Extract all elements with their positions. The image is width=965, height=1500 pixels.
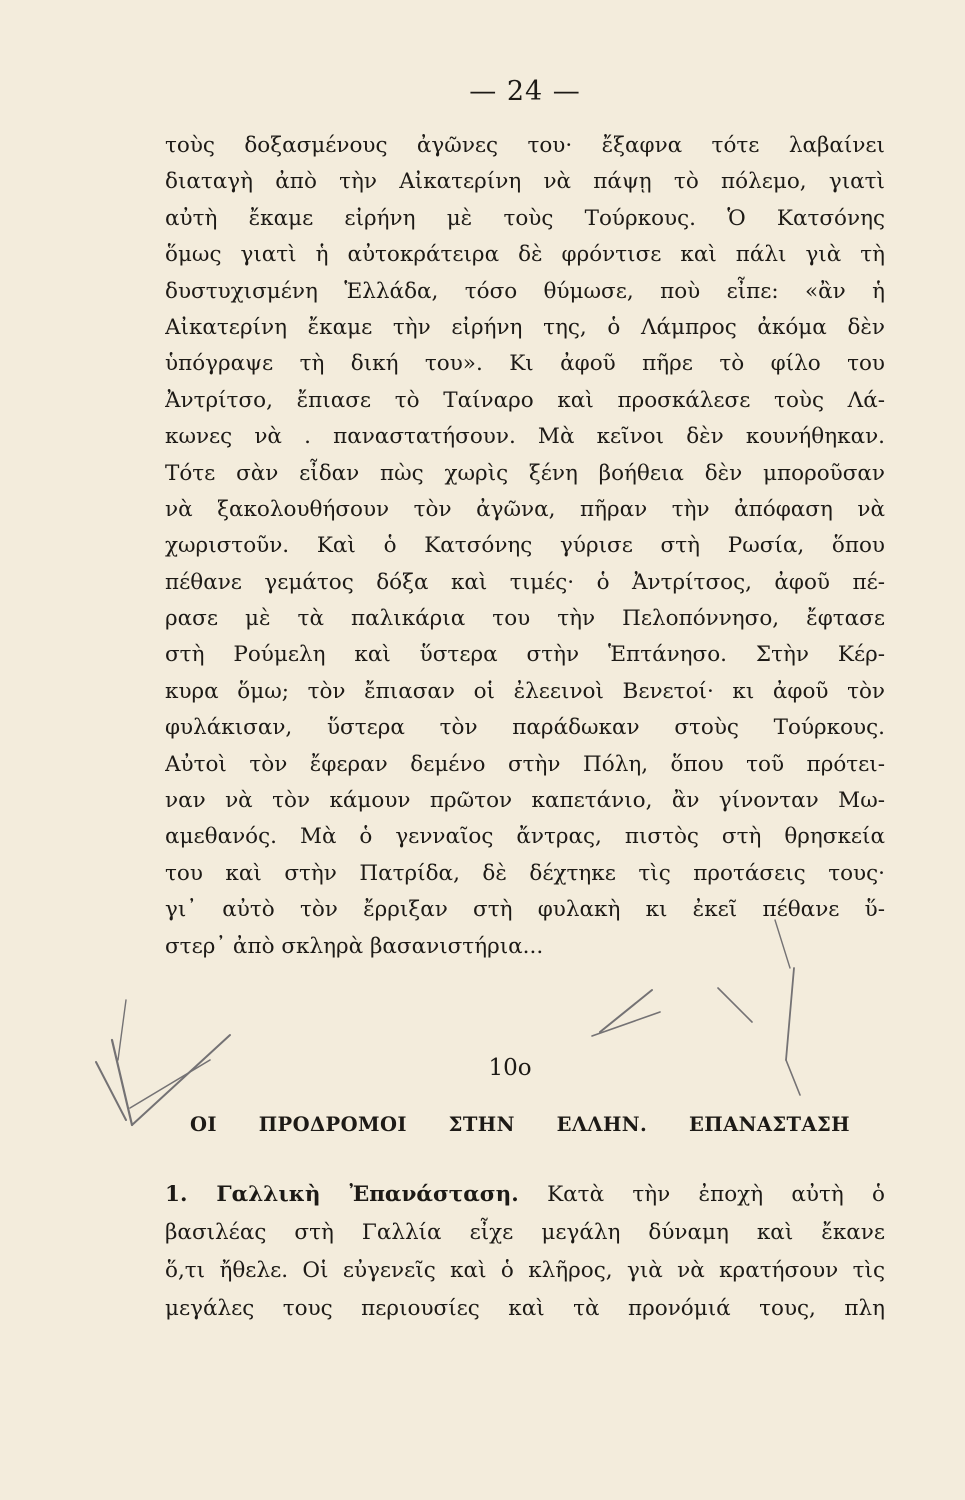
text-line: Ἀντρίτσο, ἔπιασε τὸ Ταίναρο καὶ προσκάλεσε τοὺς Λά-	[165, 387, 885, 413]
text-line: του καὶ στὴν Πατρίδα, δὲ δέχτηκε τὶς προτάσεις τους·	[165, 860, 885, 886]
pencil-stroke	[600, 990, 652, 1032]
subsection-paragraph	[165, 1176, 885, 1328]
paragraph	[165, 128, 885, 965]
text-line: ὑπόγραψε τὴ δική του». Κι ἀφοῦ πῆρε τὸ φίλο του	[165, 351, 885, 377]
pencil-stroke	[112, 1040, 132, 1125]
text-line: ὅμως γιατὶ ἡ αὐτοκράτειρα δὲ φρόντισε καὶ πάλι γιὰ τὴ	[165, 242, 885, 268]
subsection-first-line	[165, 1176, 885, 1214]
text-line: ρασε μὲ τὰ παλικάρια του τὴν Πελοπόννησο, ἔφτασε	[165, 606, 885, 632]
text-line-last: στερ᾽ ἀπὸ σκληρὰ βασανιστήρια...	[165, 933, 544, 959]
text-line: αμεθανός. Μὰ ὁ γενναῖος ἄντρας, πιστὸς στὴ θρησκεία	[165, 824, 885, 850]
text-line: ὅ,τι ἤθελε. Οἱ εὐγενεῖς καὶ ὁ κλῆρος, γιὰ νὰ κρατήσουν τὶς	[165, 1258, 885, 1283]
text-line: στὴ Ρούμελη καὶ ὕστερα στὴν Ἑπτάνησο. Στὴν Κέρ-	[165, 642, 885, 668]
text-line: βασιλέας στὴ Γαλλία εἶχε μεγάλη δύναμη καὶ ἔκανε	[165, 1220, 885, 1245]
page-number: — 24 —	[469, 76, 581, 107]
text-line: δυστυχισμένη Ἑλλάδα, τόσο θύμωσε, ποὺ εἶπε: «ἂν ἡ	[165, 278, 885, 304]
text-line: Αὐτοὶ τὸν ἔφεραν δεμένο στὴν Πόλη, ὅπου τοῦ πρότει-	[165, 751, 885, 777]
text-line: Αἰκατερίνη ἔκαμε τὴν εἰρήνη της, ὁ Λάμπρος ἀκόμα δὲν	[165, 314, 885, 340]
subsection-first-line-rest: Κατὰ τὴν ἐποχὴ αὐτὴ ὁ	[518, 1182, 885, 1207]
text-line: κωνες νὰ . παναστατήσουν. Μὰ κεῖνοι δὲν κουνήθηκαν.	[165, 424, 885, 450]
text-line: αὐτὴ ἔκαμε εἰρήνη μὲ τοὺς Τούρκους. Ὁ Κατσόνης	[165, 205, 885, 231]
text-line: πέθανε γεμάτος δόξα καὶ τιμές· ὁ Ἀντρίτσος, ἀφοῦ πέ-	[165, 569, 885, 595]
pencil-stroke	[592, 1012, 660, 1036]
text-line: διαταγὴ ἀπὸ τὴν Αἰκατερίνη νὰ πάψῃ τὸ πόλεμο, γιατὶ	[165, 169, 885, 195]
text-line: φυλάκισαν, ὕστερα τὸν παράδωκαν στοὺς Τούρκους.	[165, 715, 885, 741]
subsection-lead: 1. Γαλλικὴ Ἐπανάσταση.	[165, 1182, 519, 1207]
text-line: γι᾽ αὐτὸ τὸν ἔρριξαν στὴ φυλακὴ κι ἐκεῖ πέθανε ὕ-	[165, 897, 885, 923]
text-line: κυρα ὅμω; τὸν ἔπιασαν οἱ ἐλεεινοὶ Βενετοί· κι ἀφοῦ τὸν	[165, 678, 885, 704]
text-line: τοὺς δοξασμένους ἀγῶνες του· ἔξαφνα τότε λαβαίνει	[165, 133, 885, 158]
pencil-stroke	[118, 1000, 126, 1060]
section-heading: ΟΙ ΠΡΟΔΡΟΜΟΙ ΣΤΗΝ ΕΛΛΗΝ. ΕΠΑΝΑΣΤΑΣΗ	[190, 1113, 850, 1136]
text-line: μεγάλες τους περιουσίες καὶ τὰ προνόμιά τους, πλη	[165, 1296, 885, 1321]
text-line: χωριστοῦν. Καὶ ὁ Κατσόνης γύρισε στὴ Ρωσία, ὅπου	[165, 533, 885, 559]
text-line: ναν νὰ τὸν κάμουν πρῶτον καπετάνιο, ἂν γίνονταν Μω-	[165, 788, 885, 814]
pencil-stroke	[718, 988, 752, 1022]
section-number: 10ο	[488, 1055, 532, 1081]
text-line: νὰ ξακολουθήσουν τὸν ἀγῶνα, πῆραν τὴν ἀπόφαση νὰ	[165, 496, 885, 522]
pencil-stroke	[786, 968, 794, 1060]
text-line: Τότε σὰν εἶδαν πὼς χωρὶς ξένη βοήθεια δὲν μποροῦσαν	[165, 460, 885, 486]
